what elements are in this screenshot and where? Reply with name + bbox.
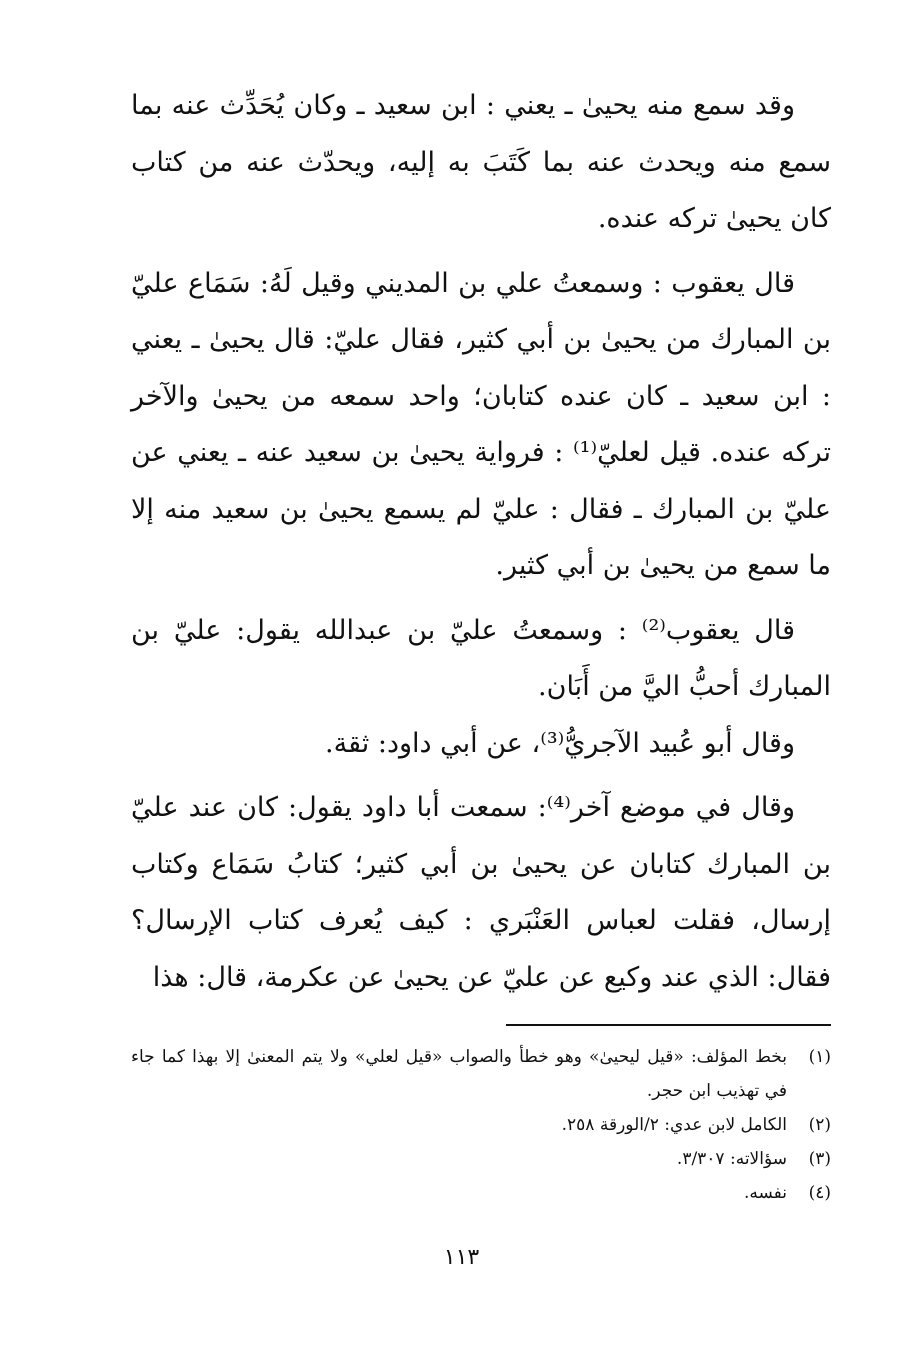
- footnote: [131, 1108, 831, 1142]
- footnote-text: نفسه.: [743, 1183, 787, 1203]
- footnote-number: (٣): [808, 1149, 831, 1169]
- page-number: ١١٣: [443, 1245, 480, 1270]
- footnote-number: (٢): [808, 1115, 831, 1135]
- footnote-text: سؤالاته: ٣/٣٠٧.: [676, 1149, 787, 1169]
- paragraph: وقال في موضع آخر⁽⁴⁾: سمعت أبا داود يقول: كان عند عليّ بن المبارك كتابان عن يحيىٰ بن أبي كثير؛ كتابُ سَمَاع وكتاب إرسال، فقلت لعباس العَنْبَري : كيف يُعرف كتاب الإرسال؟ فقال: الذي عند وكيع عن عليّ عن يحيىٰ عن عكرمة، قال: هذا: [131, 792, 831, 993]
- main-text-body: [131, 78, 831, 1006]
- paragraph: قال يعقوب⁽²⁾ : وسمعتُ عليّ بن عبدالله يقول: عليّ بن المبارك أحبُّ اليَّ من أَبَان.: [131, 614, 831, 702]
- footnote-number: (١): [808, 1047, 831, 1067]
- paragraph: وقد سمع منه يحيىٰ ـ يعني : ابن سعيد ـ وكان يُحَدِّث عنه بما سمع منه ويحدث عنه بما كَتَبَ به إليه، ويحدّث عنه من كتاب كان يحيىٰ تركه عنده.: [131, 90, 831, 234]
- paragraph: وقال أبو عُبيد الآجريُّ⁽³⁾، عن أبي داود: ثقة.: [325, 727, 795, 759]
- footnotes: [131, 1040, 831, 1210]
- footnote: [131, 1142, 831, 1176]
- footnote: [131, 1176, 831, 1210]
- footnote-number: (٤): [808, 1183, 831, 1203]
- footnote: [131, 1040, 831, 1108]
- footnote-text: الكامل لابن عدي: ٢/الورقة ٢٥٨.: [561, 1115, 787, 1135]
- footnote-text: بخط المؤلف: «قيل ليحيىٰ» وهو خطأ والصواب «قيل لعلي» ولا يتم المعنىٰ إلا بهذا كما جاء في تهذيب ابن حجر.: [131, 1047, 787, 1101]
- paragraph: قال يعقوب : وسمعتُ علي بن المديني وقيل لَهُ: سَمَاع عليّ بن المبارك من يحيىٰ بن أبي كثير، فقال عليّ: قال يحيىٰ ـ يعني : ابن سعيد ـ كان عنده كتابان؛ واحد سمعه من يحيىٰ والآخر تركه عنده. قيل لعليّ⁽¹⁾ : فرواية يحيىٰ بن سعيد عنه ـ يعني عن عليّ بن المبارك ـ فقال : عليّ لم يسمع يحيىٰ بن سعيد منه إلا ما سمع من يحيىٰ بن أبي كثير.: [131, 267, 831, 581]
- footnote-divider: [506, 1024, 831, 1026]
